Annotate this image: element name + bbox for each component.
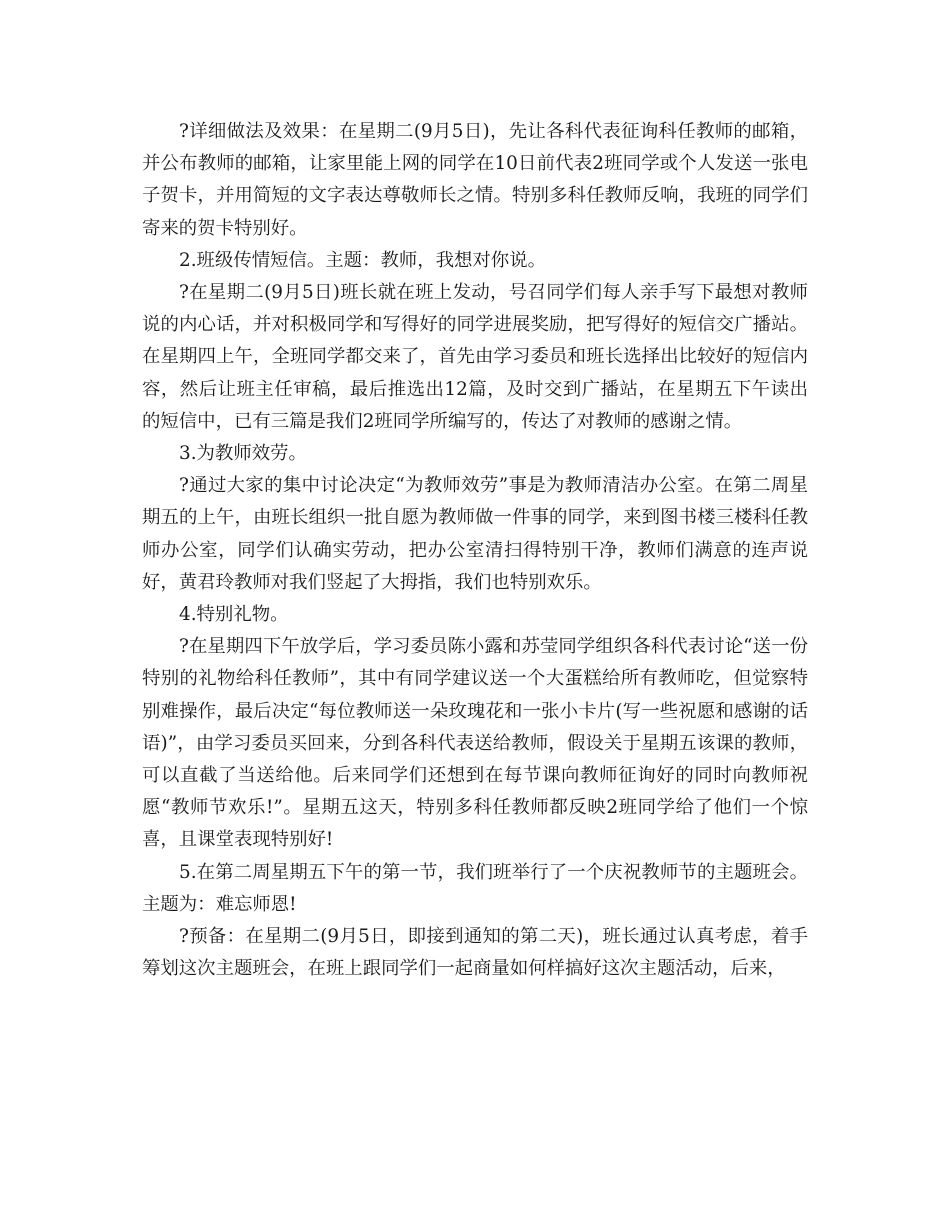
paragraph-special-gift: ?在星期四下午放学后，学习委员陈小露和苏莹同学组织各科代表讨论“送一份特别的礼物给科任教师”，其中有同学建议送一个大蛋糕给所有教师吃，但觉察特别难操作，最后决定“每位教师送一朵玫瑰花和一张小卡片(写一些祝愿和感谢的话语)”，由学习委员买回来，分到各科代表送给教师，假设关于星期五该课的教师，可以直截了当送给他。后来同学们还想到在每节课向教师征询好的同时向教师祝愿“教师节欢乐!”。星期五这天，特别多科任教师都反映2班同学给了他们一个惊喜，且课堂表现特别好!	[142, 636, 808, 851]
heading-serve-teachers: 3.为教师效劳。	[179, 443, 307, 465]
document-body	[142, 116, 808, 985]
paragraph-class-messages: ?在星期二(9月5日)班长就在班上发动，号召同学们每人亲手写下最想对教师说的内心话，并对积极同学和写得好的同学进展奖励，把写得好的短信交广播站。在星期四上午，全班同学都交来了，首先由学习委员和班长选择出比较好的短信内容，然后让班主任审稿，最后推选出12篇，及时交到广播站，在星期五下午读出的短信中，已有三篇是我们2班同学所编写的，传达了对教师的感谢之情。	[142, 282, 808, 432]
heading-special-gift: 4.特别礼物。	[179, 604, 289, 626]
paragraph-email-cards: ?详细做法及效果：在星期二(9月5日)，先让各科代表征询科任教师的邮箱，并公布教师的邮箱，让家里能上网的同学在10日前代表2班同学或个人发送一张电子贺卡，并用简短的文字表达尊敬师长之情。特别多科任教师反响，我班的同学们寄来的贺卡特别好。	[142, 121, 808, 239]
heading-class-messages: 2.班级传情短信。主题：教师，我想对你说。	[179, 249, 546, 271]
paragraph-preparation: ?预备：在星期二(9月5日，即接到通知的第二天)，班长通过认真考虑，着手筹划这次主题班会，在班上跟同学们一起商量如何样搞好这次主题活动，后来，	[142, 926, 808, 980]
paragraph-theme-meeting: 5.在第二周星期五下午的第一节，我们班举行了一个庆祝教师节的主题班会。主题为：难忘师恩!	[142, 861, 808, 915]
paragraph-serve-teachers: ?通过大家的集中讨论决定“为教师效劳”事是为教师清洁办公室。在第二周星期五的上午，由班长组织一批自愿为教师做一件事的同学，来到图书楼三楼科任教师办公室，同学们认确实劳动，把办公室清扫得特别干净，教师们满意的连声说好，黄君玲教师对我们竖起了大拇指，我们也特别欢乐。	[142, 475, 808, 593]
